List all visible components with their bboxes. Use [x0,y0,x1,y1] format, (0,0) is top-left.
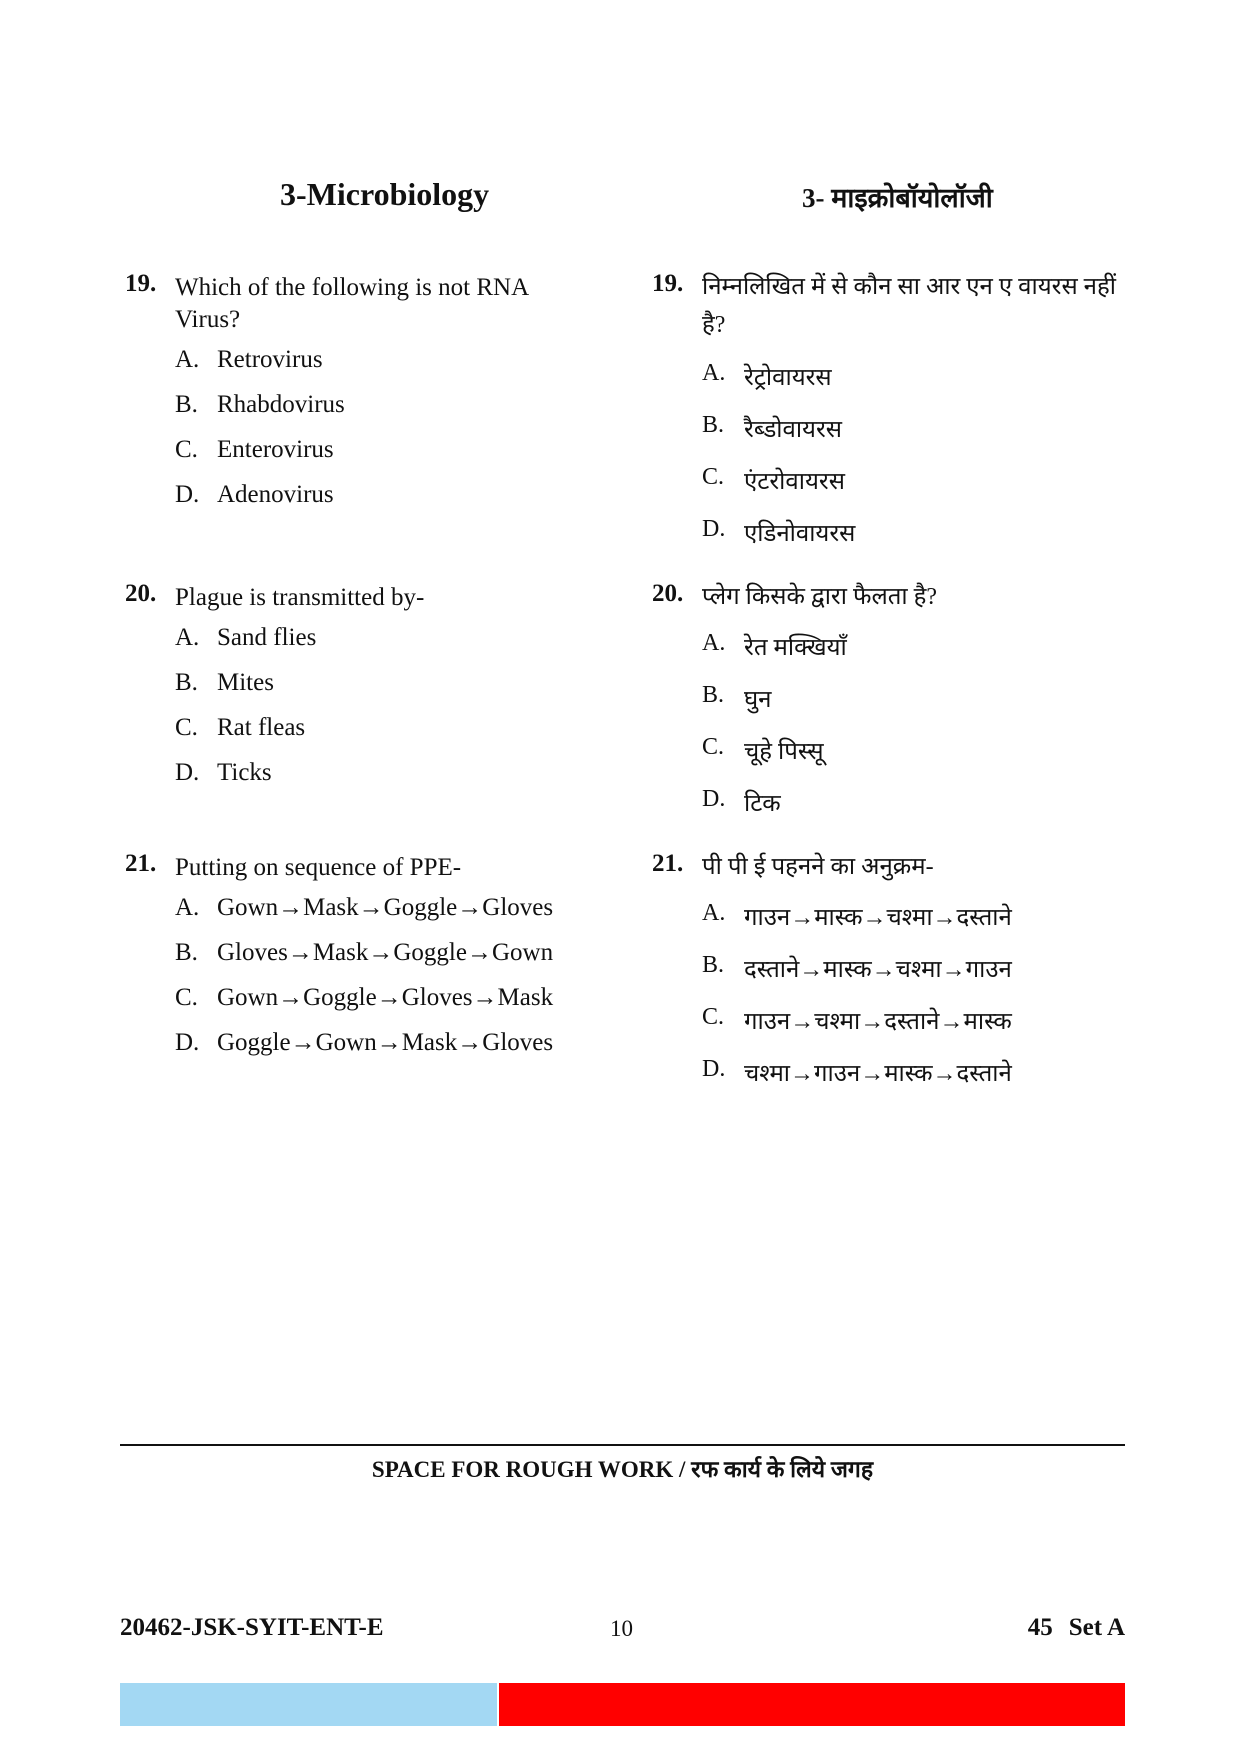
rough-work-divider [120,1444,1125,1446]
question-text: Plague is transmitted by- [175,584,425,611]
question-number: 21. [125,850,157,877]
paper-set [1028,1614,1125,1642]
paper-number: 45 [1027,1614,1053,1641]
question-number: 20. [652,580,684,607]
question-text: निम्नलिखित में से कौन सा आर एन ए वायरस नहीं है? [702,274,1116,338]
rough-work-label: SPACE FOR ROUGH WORK / रफ कार्य के लिये जगह [371,1457,874,1482]
question-text: Which of the following is not RNA Virus? [175,274,530,333]
set-label: Set A [1068,1614,1125,1641]
question-number: 20. [125,580,157,607]
question-text: प्लेग किसके द्वारा फैलता है? [702,584,938,610]
footer-bar-red [499,1683,1125,1726]
question-text: Putting on sequence of PPE- [175,854,462,881]
footer-bar-blue [120,1683,497,1726]
question-number: 21. [652,850,684,877]
paper-code: 20462-JSK-SYIT-ENT-E [120,1614,384,1641]
page-number: 10 [610,1616,633,1641]
section-title-english: 3-Microbiology [280,176,490,212]
question-text: पी पी ई पहनने का अनुक्रम- [702,854,934,880]
question-number: 19. [652,270,684,297]
section-title-hindi: 3- माइक्रोबॉयोलॉजी [802,183,993,213]
question-number: 19. [125,270,157,297]
